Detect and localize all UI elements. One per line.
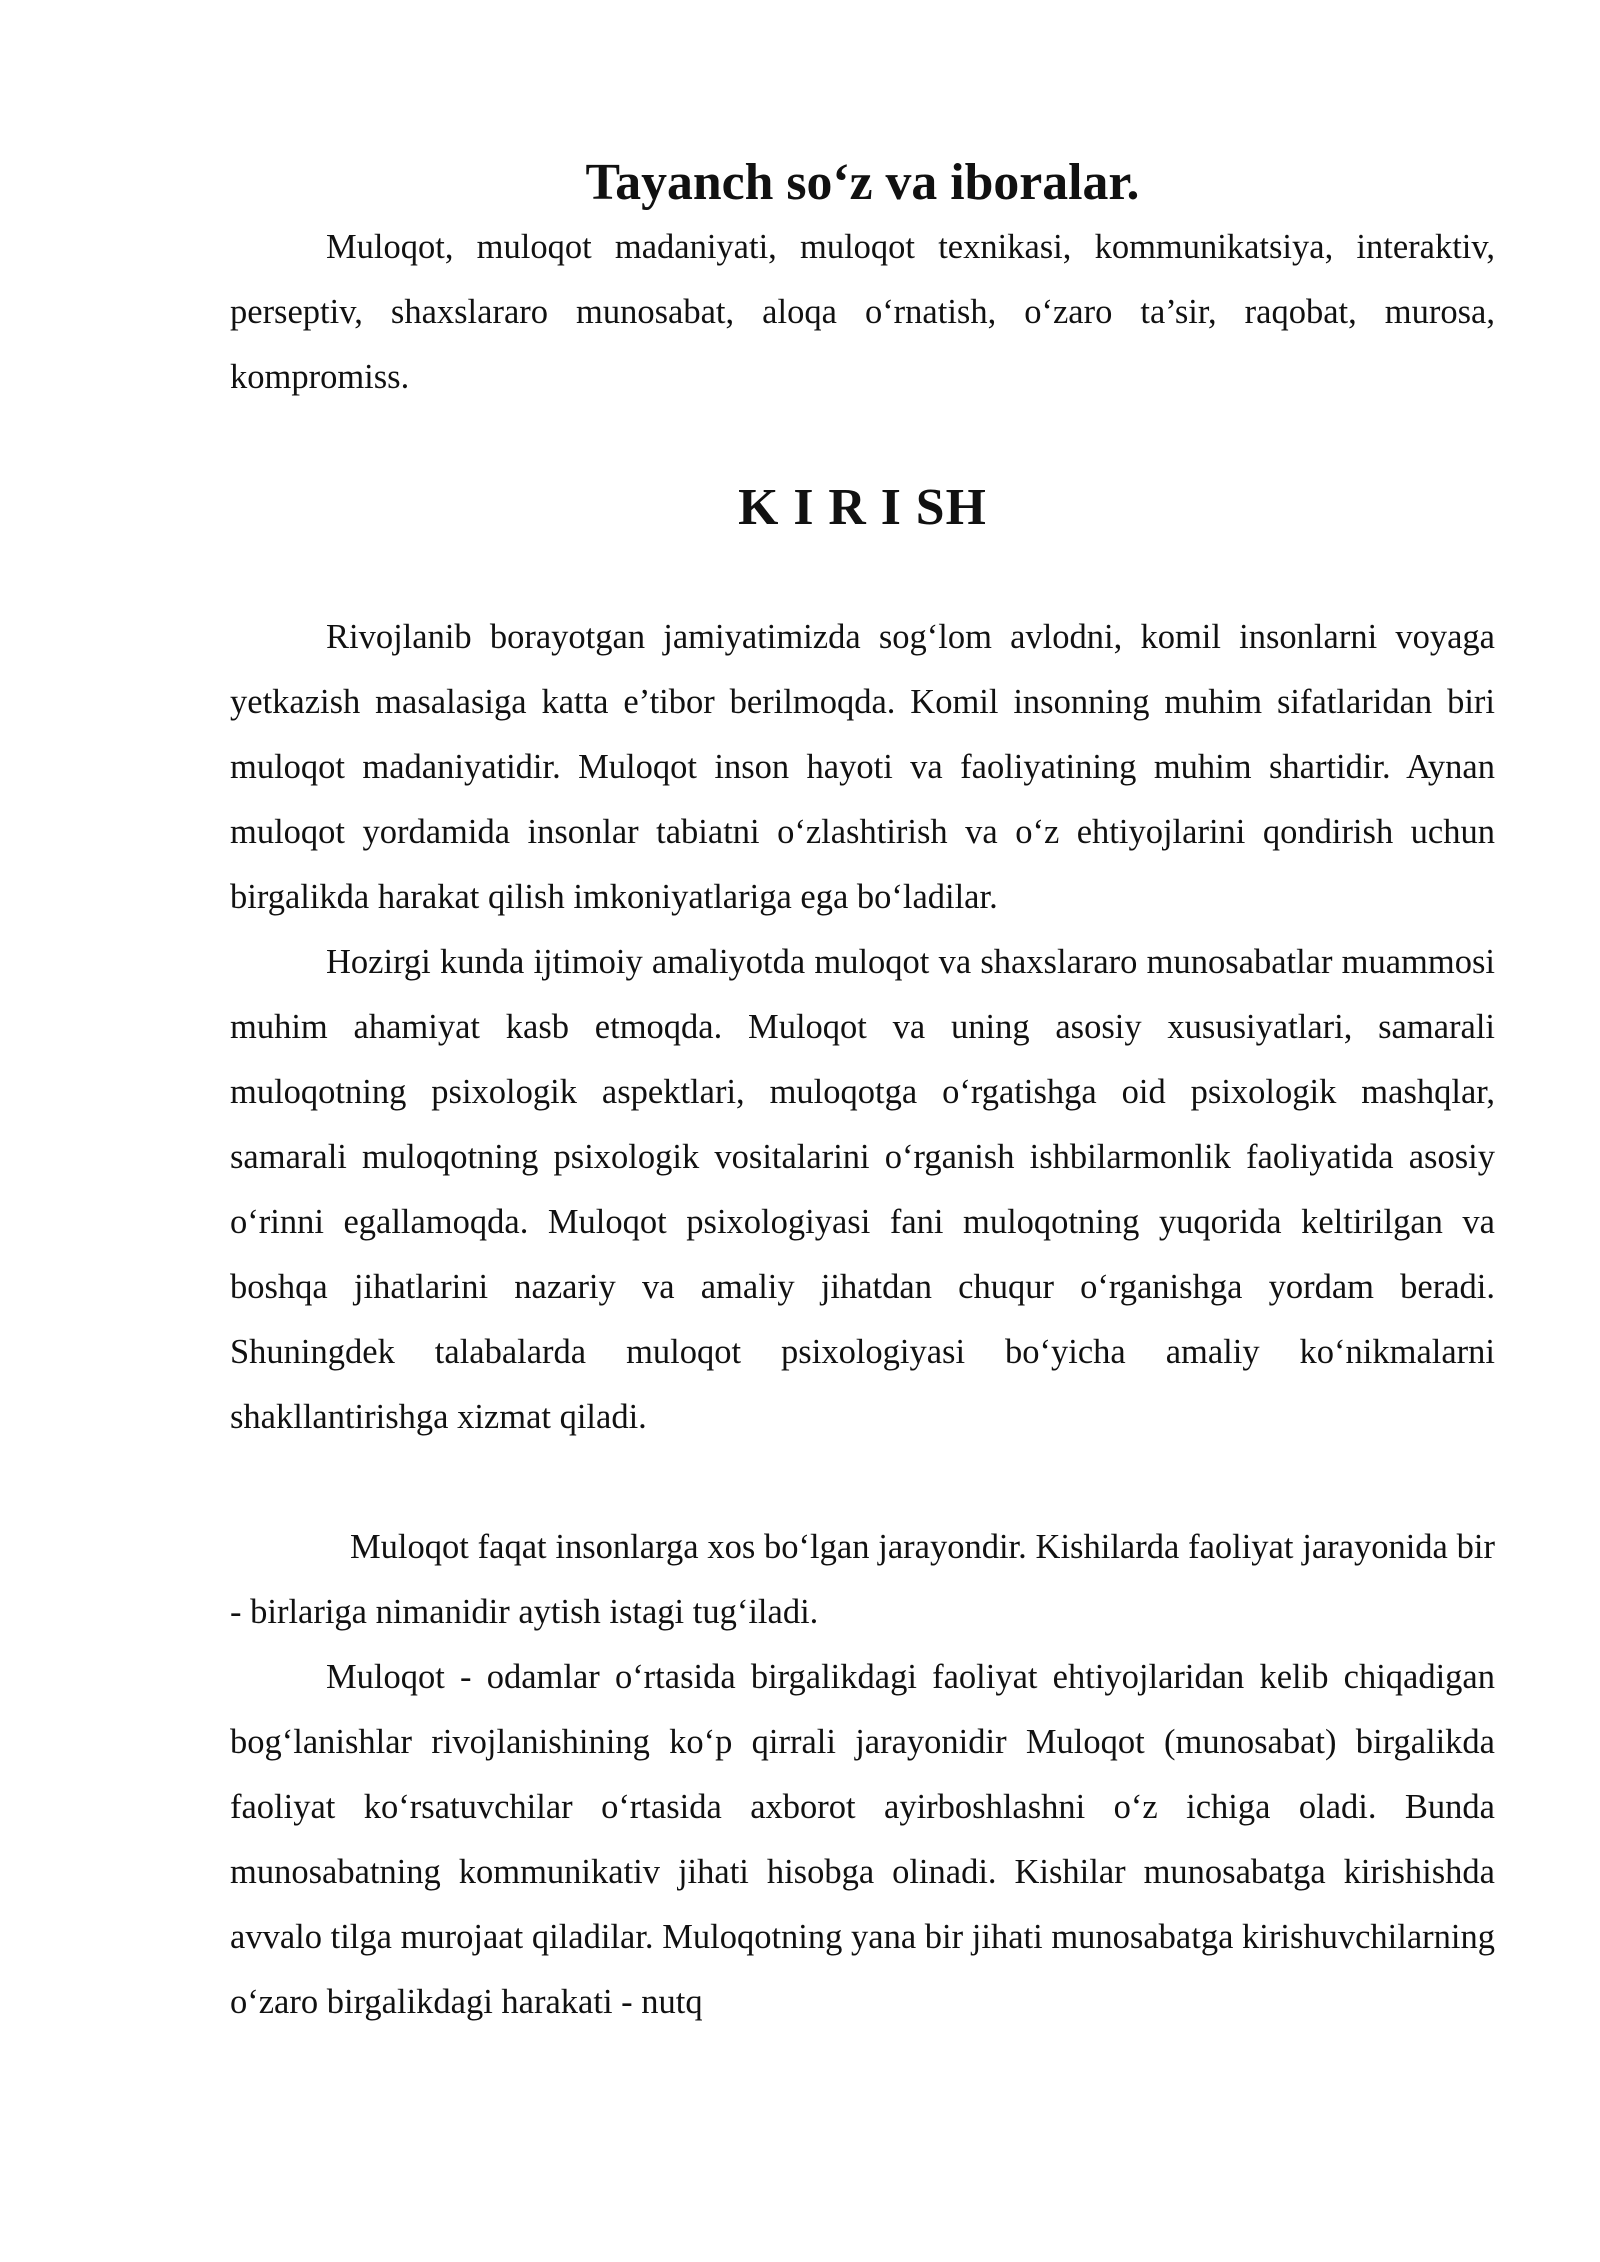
keywords-heading: Tayanch so‘z va iboralar. xyxy=(585,154,1140,211)
intro-paragraph-4: Muloqot - odamlar o‘rtasida birgalikdagi faoliyat ehtiyojlaridan kelib chiqadigan bog‘lanishlar rivojlanishining ko‘p qirrali jarayonidir Muloqot (munosabat) birgalikda faoliyat ko‘rsatuvchilar o‘rtasida axborot ayirboshlashni o‘z ichiga oladi. Bunda munosabatning kommunikativ jihati hisobga olinadi. Kishilar munosabatga kirishishda avvalo tilga murojaat qiladilar. Muloqotning yana bir jihati munosabatga kirishuvchilarning o‘zaro birgalikdagi harakati - nutq xyxy=(230,1658,1495,2021)
intro-paragraph-1: Rivojlanib borayotgan jamiyatimizda sog‘lom avlodni, komil insonlarni voyaga yetkazish masalasiga katta e’tibor berilmoqda. Komil insonning muhim sifatlaridan biri muloqot madaniyatidir. Muloqot inson hayoti va faoliyatining muhim shartidir. Aynan muloqot yordamida insonlar tabiatni o‘zlashtirish va o‘z ehtiyojlarini qondirish uchun birgalikda harakat qilish imkoniyatlariga ega bo‘ladilar. xyxy=(230,618,1495,916)
intro-paragraph-3: Muloqot faqat insonlarga xos bo‘lgan jarayondir. Kishilarda faoliyat jarayonida bir - birlariga nimanidir aytish istagi tug‘iladi. xyxy=(230,1528,1495,1631)
document-page xyxy=(230,150,1495,2035)
keywords-text: Muloqot, muloqot madaniyati, muloqot texnikasi, kommunikatsiya, interaktiv, perseptiv, shaxslararo munosabat, aloqa o‘rnatish, o‘zaro ta’sir, raqobat, murosa, kompromiss. xyxy=(230,228,1495,396)
intro-paragraph-2: Hozirgi kunda ijtimoiy amaliyotda muloqot va shaxslararo munosabatlar muammosi muhim ahamiyat kasb etmoqda. Muloqot va uning asosiy xususiyatlari, samarali muloqotning psixologik aspektlari, muloqotga o‘rgatishga oid psixologik mashqlar, samarali muloqotning psixologik vositalarini o‘rganish ishbilarmonlik faoliyatida asosiy o‘rinni egallamoqda. Muloqot psixologiyasi fani muloqotning yuqorida keltirilgan va boshqa jihatlarini nazariy va amaliy jihatdan chuqur o‘rganishga yordam beradi. Shuningdek talabalarda muloqot psixologiyasi bo‘yicha amaliy ko‘nikmalarni shakllantirishga xizmat qiladi. xyxy=(230,943,1495,1436)
paragraph-gap xyxy=(230,1450,1495,1515)
intro-heading: K I R I SH xyxy=(738,479,987,536)
